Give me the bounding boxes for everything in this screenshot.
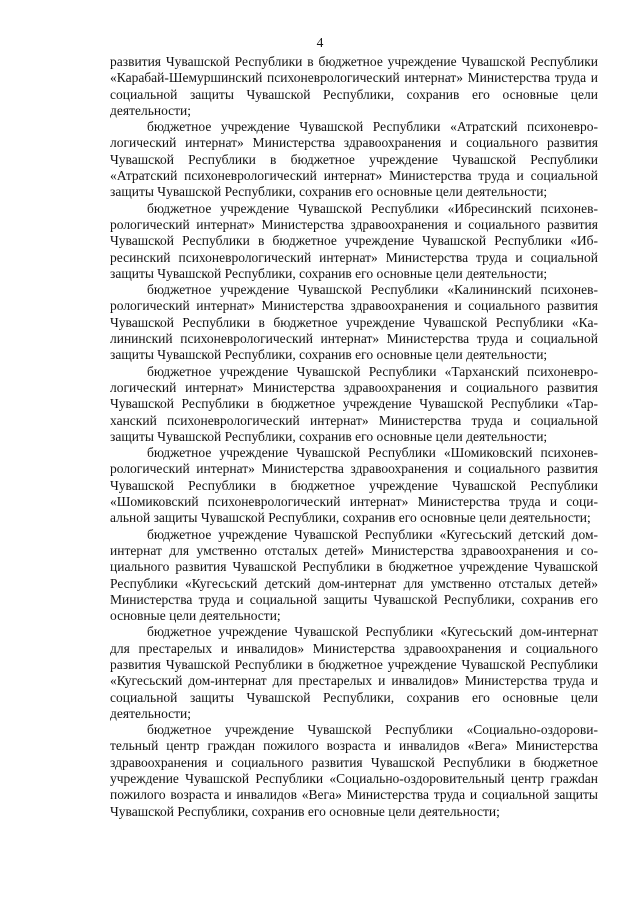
paragraph-kugessky-elderly-home: бюджетное учреждение Чувашской Республики «Кугесьский дом-интернат для престарелых и инвалидов» Министерства здравоохранения и социального развития Чувашской Республики в бюджетное учреждение Чувашской Республики «Кугесьский дом-интернат для престарелых и инвалидов» Министерства труда и социальной защиты Чувашской Республики, сохранив его основные цели деятельности; [110, 624, 598, 721]
paragraph-kalininsky: бюджетное учреждение Чувашской Республики «Калининский психоневрологический интернат» Министерства здравоохранения и социального развития Чувашской Республики в бюджетное учреждение Чувашской Республики «Калининский психоневрологический интернат» Министерства труда и социальной защиты Чувашской Республики, сохранив его основные цели деятельности; [110, 282, 598, 363]
paragraph-atratsky: бюджетное учреждение Чувашской Республики «Атратский психоневрологический интернат» Министерства здравоохранения и социального развития Чувашской Республики в бюджетное учреждение Чувашской Республики «Атратский психоневрологический интернат» Министерства труда и социальной защиты Чувашской Республики, сохранив его основные цели деятельности; [110, 119, 598, 200]
paragraph-ibresinsky: бюджетное учреждение Чувашской Республики «Ибресинский психоневрологический интернат» Министерства здравоохранения и социального развития Чувашской Республики в бюджетное учреждение Чувашской Республики «Ибресинский психоневрологический интернат» Министерства труда и социальной защиты Чувашской Республики, сохранив его основные цели деятельности; [110, 200, 598, 281]
paragraph-tarkhansky: бюджетное учреждение Чувашской Республики «Тарханский психоневрологический интернат» Министерства здравоохранения и социального развития Чувашской Республики в бюджетное учреждение Чувашской Республики «Тарханский психоневрологический интернат» Министерства труда и социальной защиты Чувашской Республики, сохранив его основные цели деятельности; [110, 363, 598, 444]
paragraph-karabay-shemurshinsky: развития Чувашской Республики в бюджетное учреждение Чувашской Республики «Карабай-Шемуршинский психоневрологический интернат» Министерства труда и социальной защиты Чувашской Республики, сохранив его основные цели деятельности; [110, 54, 598, 118]
page-number: 4 [316, 35, 324, 50]
paragraph-shomikovsky: бюджетное учреждение Чувашской Республики «Шомиковский психоневрологический интернат» Министерства здравоохранения и социального развития Чувашской Республики в бюджетное учреждение Чувашской Республики «Шомиковский психоневрологический интернат» Министерства труда и социальной защиты Чувашской Республики, сохранив его основные цели деятельности; [110, 445, 598, 526]
paragraph-vega-center: бюджетное учреждение Чувашской Республики «Социально-оздоровительный центр граждан пожилого возраста и инвалидов «Вега» Министерства здравоохранения и социального развития Чувашской Республики в бюджетное учреждение Чувашской Республики «Социально-оздоровительный центр гражdан пожилого возраста и инвалидов «Вега» Министерства труда и социальной защиты Чувашской Республики, сохранив его основные цели деятельности; [110, 722, 598, 819]
document-body [110, 54, 598, 820]
paragraph-kugessky-children-home: бюджетное учреждение Чувашской Республики «Кугесьский детский дом-интернат для умственно отсталых детей» Министерства здравоохранения и социального развития Чувашской Республики в бюджетное учреждение Чувашской Республики «Кугесьский детский дом-интернат для умственно отсталых детей» Министерства труда и социальной защиты Чувашской Республики, сохранив его основные цели деятельности; [110, 526, 598, 624]
